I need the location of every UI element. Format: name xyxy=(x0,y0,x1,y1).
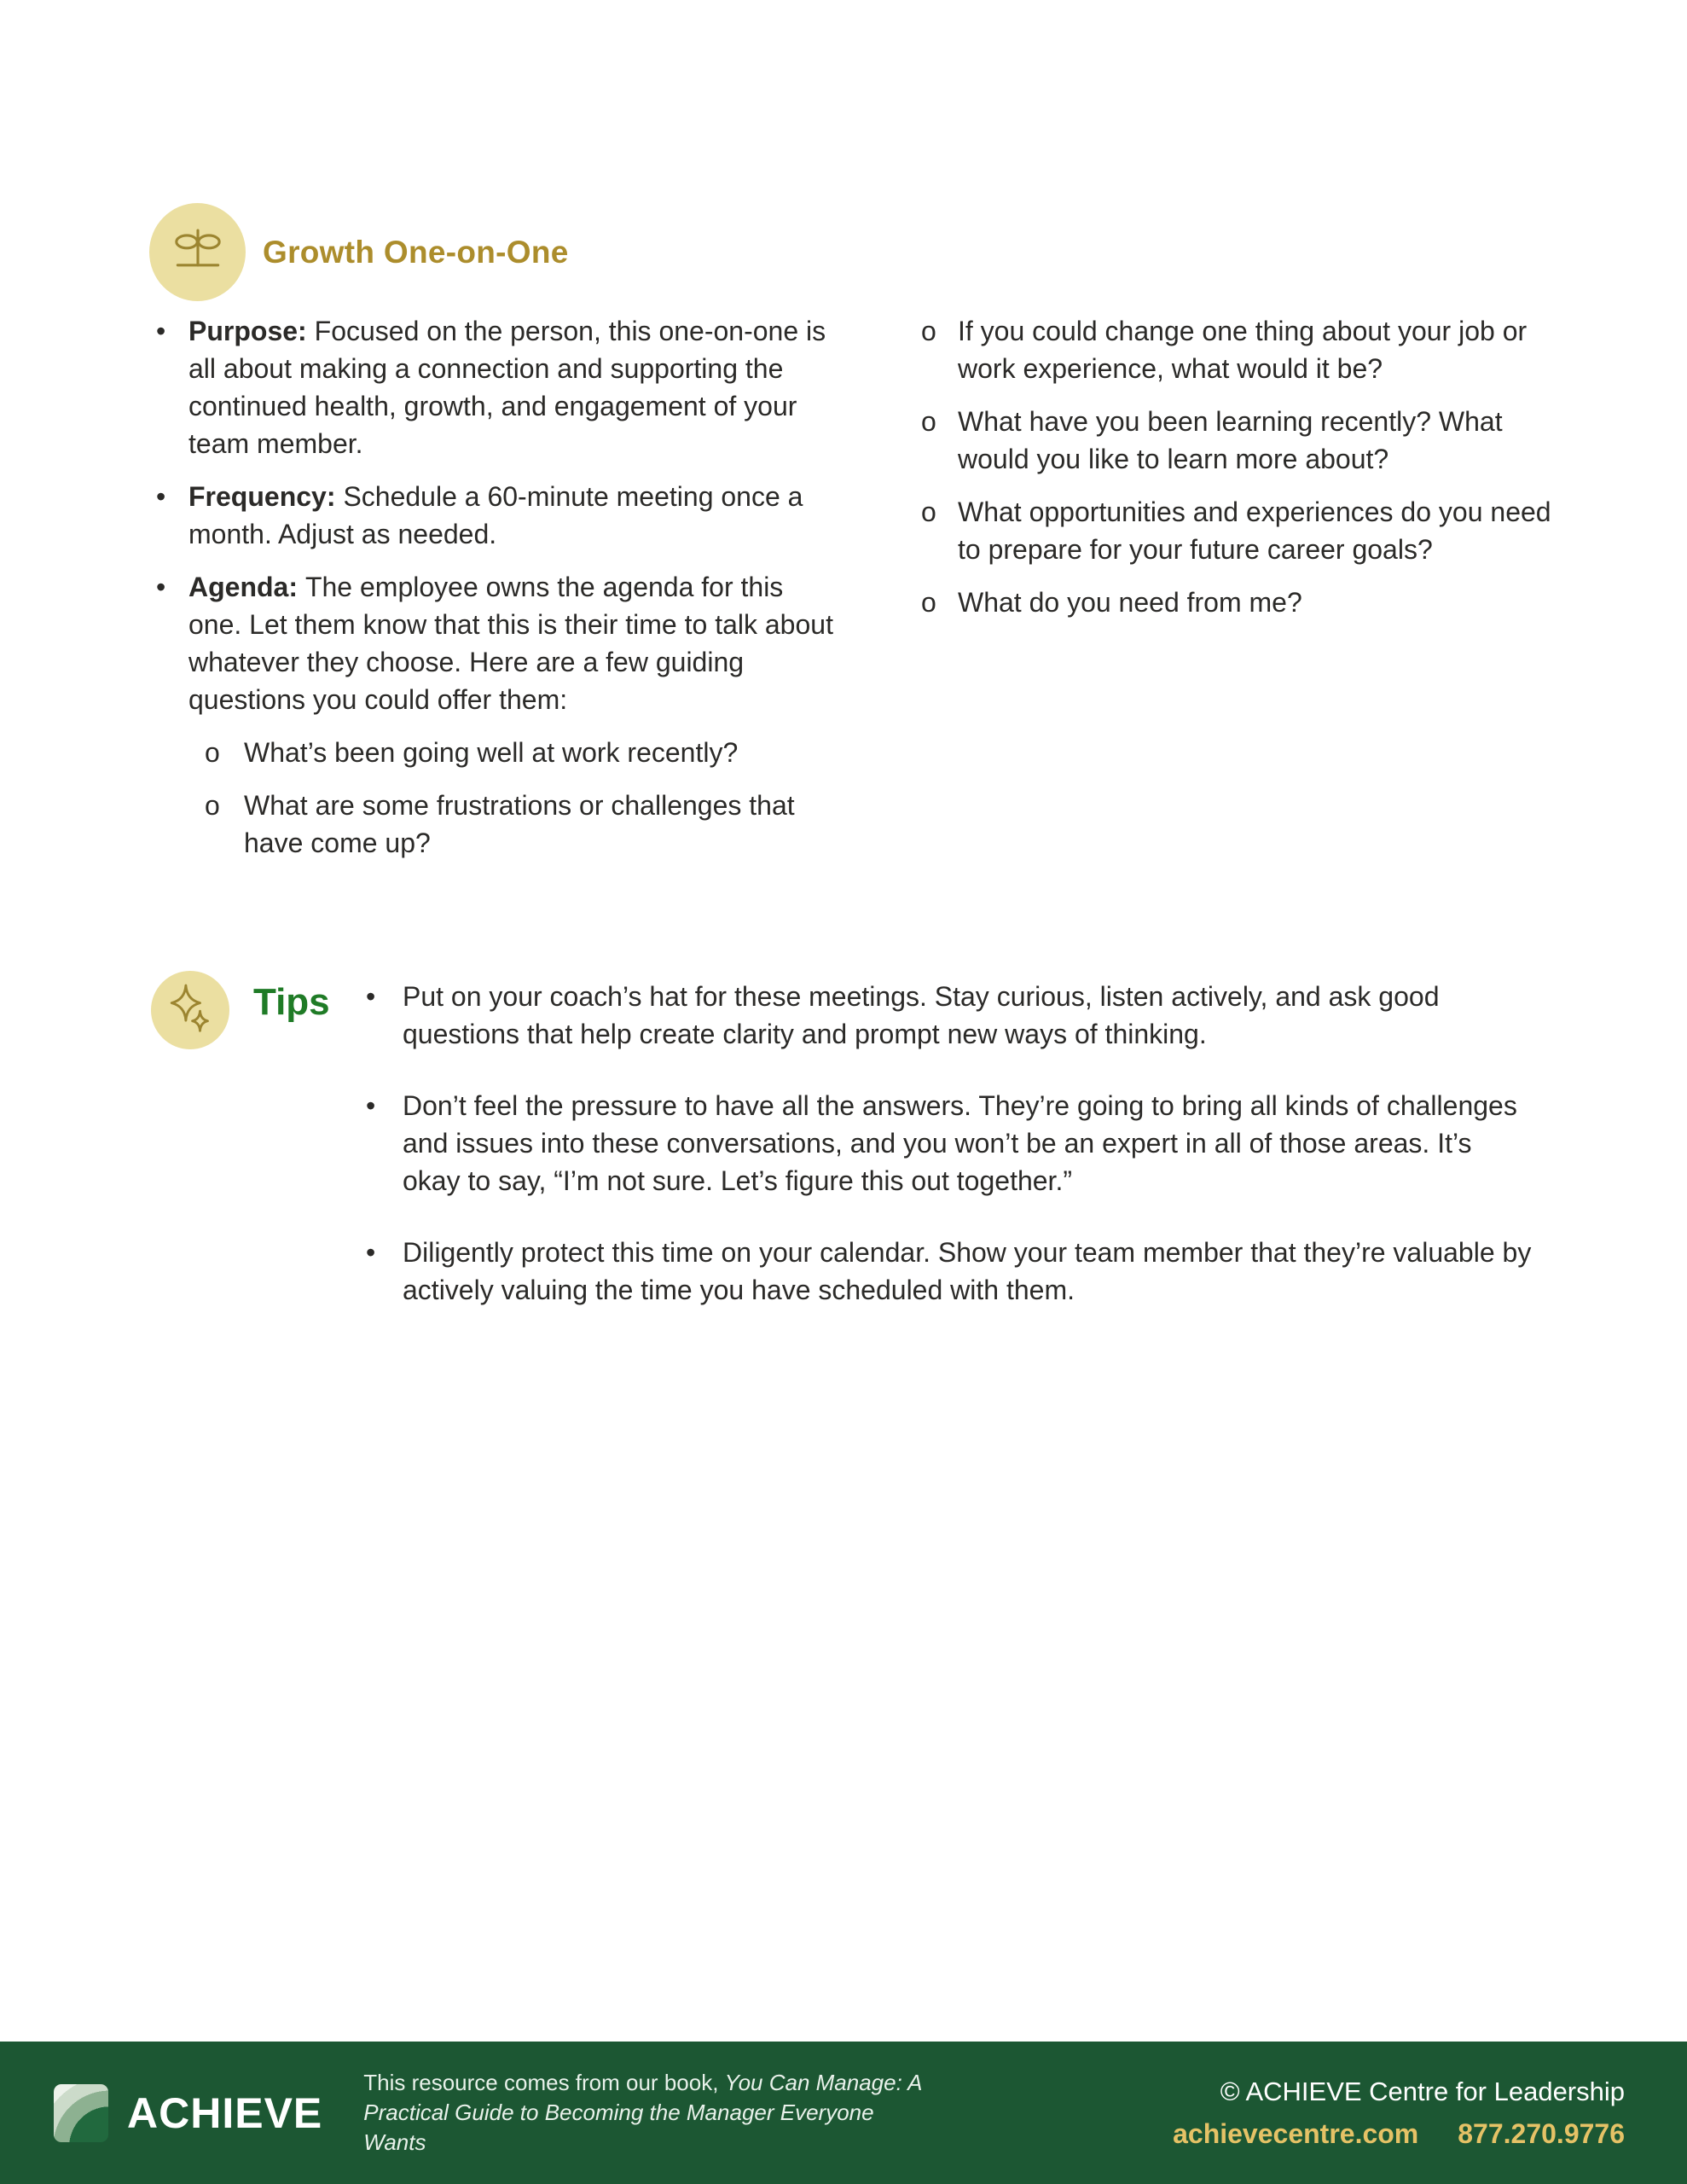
sub-list-item xyxy=(921,584,1561,621)
tips-icon-badge xyxy=(151,971,229,1049)
circle-marker: o xyxy=(205,790,220,821)
tip-text: Put on your coach’s hat for these meetings. Stay curious, listen actively, and ask good questions that help create clarity and prompt new ways of thinking. xyxy=(403,981,1440,1049)
right-column xyxy=(921,312,1561,636)
circle-marker: o xyxy=(205,737,220,768)
list-item-label: Frequency: xyxy=(188,481,336,512)
bullet-marker: • xyxy=(156,481,166,512)
bullet-marker: • xyxy=(156,316,166,346)
sub-list-item xyxy=(921,403,1561,478)
book-title: You Can Manage: A Practical Guide to Becoming the Manager Everyone Wants xyxy=(363,2070,922,2155)
tips-section xyxy=(151,971,1534,1343)
list-item xyxy=(156,478,838,553)
circle-marker: o xyxy=(921,497,936,527)
list-item-body: Schedule a 60-minute meeting once a month. Adjust as needed. xyxy=(188,481,803,549)
tip-item xyxy=(366,1234,1534,1309)
circle-marker: o xyxy=(921,406,936,437)
question-text: What have you been learning recently? What would you like to learn more about? xyxy=(958,406,1503,474)
sparkles-icon xyxy=(163,981,217,1040)
list-item-text xyxy=(188,478,838,553)
question-text: What’s been going well at work recently? xyxy=(244,737,739,768)
question-text: If you could change one thing about your job or work experience, what would it be? xyxy=(958,316,1528,384)
bullet-marker: • xyxy=(156,572,166,602)
tips-list xyxy=(366,978,1534,1343)
bullet-marker: • xyxy=(366,1090,376,1121)
achieve-brand-wordmark: ACHIEVE xyxy=(127,2088,323,2137)
footer xyxy=(0,2042,1687,2184)
sub-list-item xyxy=(921,312,1561,387)
website-link[interactable]: achievecentre.com xyxy=(1173,2117,1419,2149)
section-header xyxy=(149,203,569,301)
sub-list-item xyxy=(205,734,838,771)
achieve-logo-icon xyxy=(54,2084,108,2142)
contact-line xyxy=(1173,2118,1625,2150)
left-column xyxy=(156,312,838,877)
list-item-body: Focused on the person, this one-on-one is all about making a connection and supporting the continued health, growth, and engagement of your team member. xyxy=(188,316,826,459)
circle-marker: o xyxy=(921,587,936,618)
resource-attribution xyxy=(363,2068,926,2158)
list-item xyxy=(156,568,838,718)
bullet-marker: • xyxy=(366,1237,376,1268)
sub-list-item xyxy=(921,493,1561,568)
tip-text: Don’t feel the pressure to have all the answers. They’re going to bring all kinds of challenges and issues into these conversations, and you won’t be an expert in all of those areas. It’s okay to say, “I’m not sure. Let’s figure this out together.” xyxy=(403,1090,1517,1196)
phone-number: 877.270.9776 xyxy=(1458,2117,1625,2149)
list-item-label: Agenda: xyxy=(188,572,298,602)
question-text: What opportunities and experiences do you need to prepare for your future career goals? xyxy=(958,497,1551,565)
list-item-text xyxy=(188,312,838,462)
circle-marker: o xyxy=(921,316,936,346)
list-item-text xyxy=(188,568,838,718)
copyright-line: © ACHIEVE Centre for Leadership xyxy=(1220,2076,1625,2106)
list-item-body: The employee owns the agenda for this one. Let them know that this is their time to talk about whatever they choose. Here are a few guiding questions you could offer them: xyxy=(188,572,833,715)
tip-item xyxy=(366,978,1534,1053)
tip-item xyxy=(366,1087,1534,1199)
sub-list-item xyxy=(205,787,838,862)
bullet-marker: • xyxy=(366,981,376,1012)
list-item xyxy=(156,312,838,462)
page-title: Growth One-on-One xyxy=(263,234,569,270)
tip-text: Diligently protect this time on your calendar. Show your team member that they’re valuable by actively valuing the time you have scheduled with them. xyxy=(403,1237,1532,1305)
question-text: What do you need from me? xyxy=(958,587,1302,618)
growth-icon-badge xyxy=(149,203,246,301)
attribution-text: This resource comes from our book, xyxy=(363,2070,725,2095)
question-text: What are some frustrations or challenges that have come up? xyxy=(244,790,795,858)
footer-contact-block xyxy=(1173,2077,1625,2150)
sprout-icon xyxy=(166,218,229,286)
tips-heading: Tips xyxy=(253,981,330,1023)
list-item-label: Purpose: xyxy=(188,316,307,346)
